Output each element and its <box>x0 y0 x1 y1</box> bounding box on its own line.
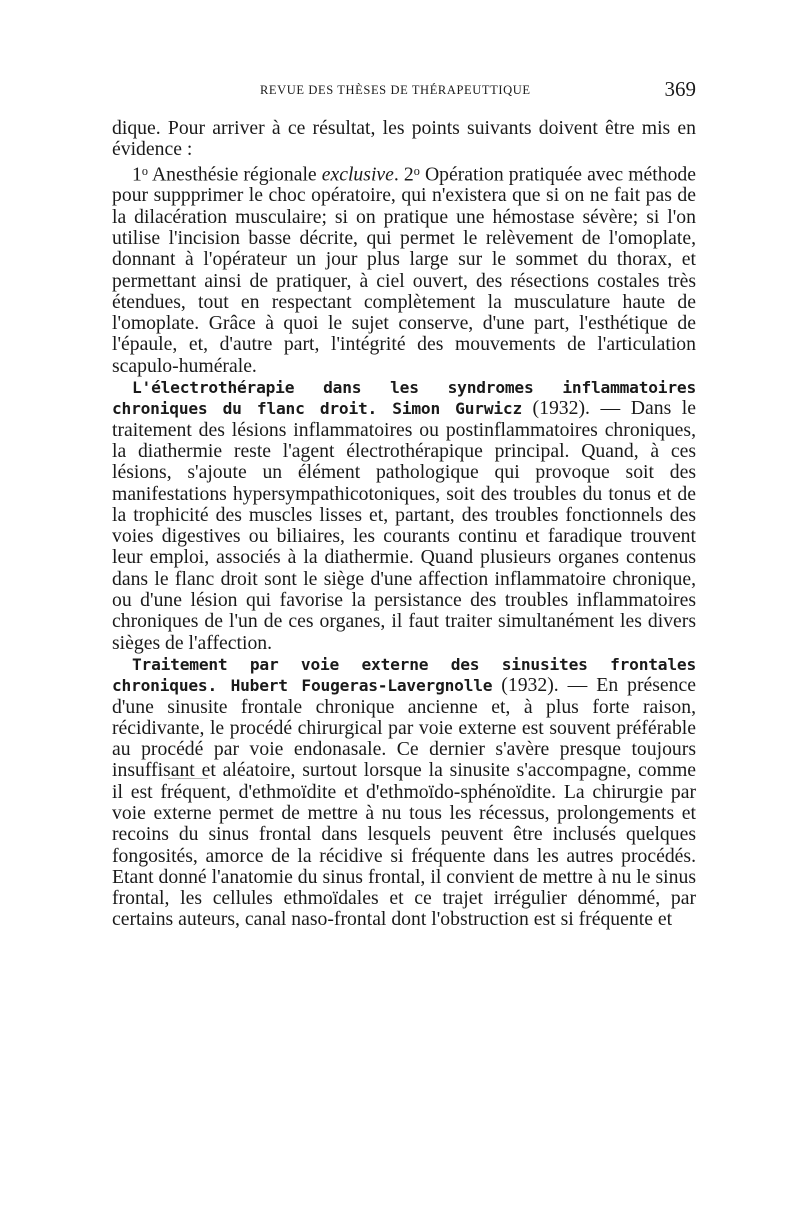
intro-paragraph: dique. Pour arriver à ce résultat, les points suivants doivent être mis en évidence : <box>112 117 696 161</box>
article-abstract: — En présence d'une sinusite frontale chronique ancienne et, à plus forte raison, récidivante, le procédé chirurgical par voie externe est souvent préférable au procédé par voie endonasale. Ce dernier s'avère presque toujours insuffisant et aléatoire, surtout lorsque la sinusite s'accompagne, comme il est fréquent, d'ethmoïdite et d'ethmoïdo-sphénoïdite. La chirurgie par voie externe permet de mettre à nu tous les récessus, prolongements et recoins du sinus frontal dans lesquels peuvent être inclusés quelques fongosités, amorce de la récidive si fréquente dans les autres procédés. Etant donné l'anatomie du sinus frontal, il convient de mettre à nu le sinus frontal, les cellules ethmoïdales et ce trajet irrégulier dénommé, par certains auteurs, canal naso-frontal dont l'obstruction est si fréquente et <box>112 674 696 931</box>
article-year: (1932). <box>522 397 590 420</box>
point-one-text: Anesthésie régionale <box>147 163 322 186</box>
ordinal-superscript: o <box>413 163 420 178</box>
article-title: Traitement par voie externe des sinusites frontales chroniques. Hubert Fougeras-Lavergnolle <box>112 654 696 696</box>
point-two-marker: . 2 <box>393 163 414 186</box>
intro-points-paragraph <box>112 161 696 377</box>
article-abstract: — Dans le traitement des lésions inflammatoires ou postinflammatoires chroniques, la diathermie reste l'agent électrothérapique principal. Quand, à ces lésions, s'ajoute un élément pathologique qui provoque soit des manifestations hypersympathicotoniques, soit des troubles du tonus et de la trophicité des muscles lisses et, partant, des troubles fonctionnels des voies digestives ou biliaires, les courants continu et faradique trouvent leur emploi, associés à la diathermie. Quand plusieurs organes contenus dans le flanc droit sont le siège d'une affection inflammatoire chronique, ou d'une lésion qui favorise la persistance des troubles inflammatoires chroniques de l'un de ces organes, il faut traiter simultanément les divers sièges de l'affection. <box>112 397 696 654</box>
running-head <box>110 77 696 104</box>
ordinal-superscript: o <box>141 163 148 178</box>
article-year: (1932). <box>492 674 559 697</box>
running-title: REVUE DES THÈSES DE THÉRAPEUTTIQUE <box>260 83 531 97</box>
section-separator <box>168 778 208 779</box>
article-electrotherapie <box>112 377 696 654</box>
article-sinusites <box>112 654 696 931</box>
point-one-marker: 1 <box>132 163 142 186</box>
page-number: 369 <box>664 77 696 101</box>
body-text <box>112 118 696 931</box>
article-title: L'électrothérapie dans les syndromes inflammatoires chroniques du flanc droit. Simon Gurwicz <box>112 378 696 419</box>
point-two-text: Opération pratiquée avec méthode pour suppprimer le choc opératoire, qui n'existera que si on ne fait pas de la dilacération musculaire; si on pratique une hémostase sévère; si l'on utilise l'incision basse décrite, qui permet le relèvement de l'omoplate, donnant à l'opérateur un jour plus large sur le sommet du thorax, et permettant ainsi de pratiquer, à ciel ouvert, des résections costales très étendues, tout en respectant complètement la musculature haute de l'omoplate. Grâce à quoi le sujet conserve, d'une part, l'esthétique de l'épaule, et, d'autre part, l'intégrité des mouvements de l'articulation scapulo-humérale. <box>112 163 697 377</box>
emphasis-exclusive: exclusive <box>321 163 394 186</box>
